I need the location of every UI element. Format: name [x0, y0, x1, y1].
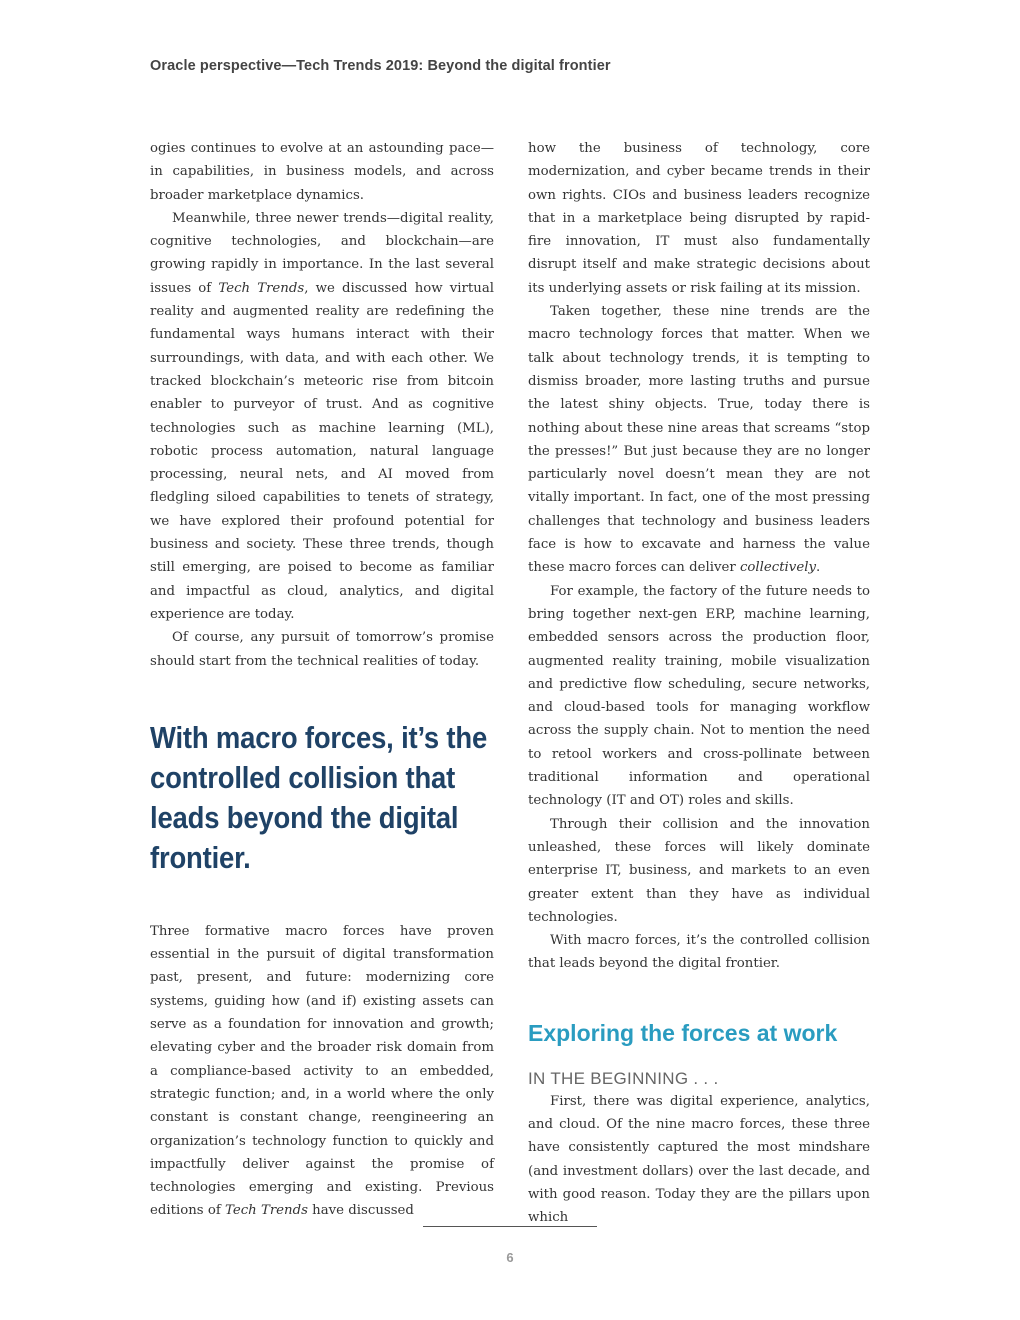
page-number: 6	[506, 1250, 514, 1265]
left-column	[150, 137, 494, 1223]
paragraph: Of course, any pursuit of tomorrow’s promise should start from the technical realities of today.	[150, 630, 494, 669]
paragraph: ogies continues to evolve at an astounding pace—in capabilities, in business models, and across broader marketplace dynamics.	[150, 141, 494, 203]
paragraph: Meanwhile, three newer trends—digital reality, cognitive technologies, and blockchain—are growing rapidly in importance. In the last several issues of Tech Trends, we discussed how virtual reality and augmented reality are redefining the fundamental ways humans interact with their surroundings, with data, and with each other. We tracked blockchain’s meteoric rise from bitcoin enabler to purveyor of trust. And as cognitive technologies such as machine learning (ML), robotic process automation, natural language processing, neural nets, and AI moved from fledgling siloed capabilities to tenets of strategy, we have explored their profound potential for business and society. These three trends, though still emerging, are poised to become as familiar and impactful as cloud, analytics, and digital experience are today.	[150, 210, 494, 622]
paragraph: For example, the factory of the future needs to bring together next-gen ERP, machine learning, embedded sensors across the production floor, augmented reality training, mobile visualization and predictive flow scheduling, secure networks, and cloud-based tools for managing workflow across the supply chain. Not to mention the need to retool workers and cross-pollinate between traditional information and operational technology (IT and OT) roles and skills.	[528, 583, 870, 809]
subhead: IN THE BEGINNING . . .	[528, 1068, 719, 1088]
footer-divider	[423, 1226, 597, 1227]
paragraph: how the business of technology, core modernization, and cyber became trends in their own rights. CIOs and business leaders recognize that in a marketplace being disrupted by rapid-fire innovation, IT must also fundamentally disrupt itself and make strategic decisions about its underlying assets or risk failing at its mission.	[528, 141, 870, 296]
paragraph: Through their collision and the innovation unleashed, these forces will likely dominate enterprise IT, business, and markets to an even greater extent than they have as individual technologies.	[528, 816, 870, 925]
running-header: Oracle perspective—Tech Trends 2019: Beyond the digital frontier	[150, 58, 611, 74]
paragraph: Taken together, these nine trends are the macro technology forces that matter. When we talk about technology trends, it is tempting to dismiss broader, more lasting truths and pursue the latest shiny objects. True, today there is nothing about these nine areas that screams “stop the presses!” But just because they are no longer particularly novel doesn’t mean they are not vitally important. In fact, one of the most pressing challenges that technology and business leaders face is how to excavate and harness the value these macro forces can deliver collectively.	[528, 304, 870, 576]
paragraph: With macro forces, it’s the controlled collision that leads beyond the digital frontier.	[528, 933, 870, 972]
paragraph: Three formative macro forces have proven essential in the pursuit of digital transformation past, present, and future: modernizing core systems, guiding how (and if) existing assets can serve as a foundation for innovation and growth; elevating cyber and the broader risk domain from a compliance-based activity to an embedded, strategic function; and, in a world where the only constant is constant change, reengineering an organization’s technology function to quickly and impactfully deliver against the promise of technologies emerging and existing. Previous editions of Tech Trends have discussed	[150, 923, 494, 1219]
section-title: Exploring the forces at work	[528, 1019, 838, 1046]
paragraph: First, there was digital experience, analytics, and cloud. Of the nine macro forces, these three have consistently captured the most mindshare (and investment dollars) over the last decade, and with good reason. Today they are the pillars upon which	[528, 1093, 870, 1226]
pull-quote: With macro forces, it’s the controlled collision that leads beyond the digital frontier.	[150, 720, 488, 875]
right-column	[528, 137, 870, 1229]
